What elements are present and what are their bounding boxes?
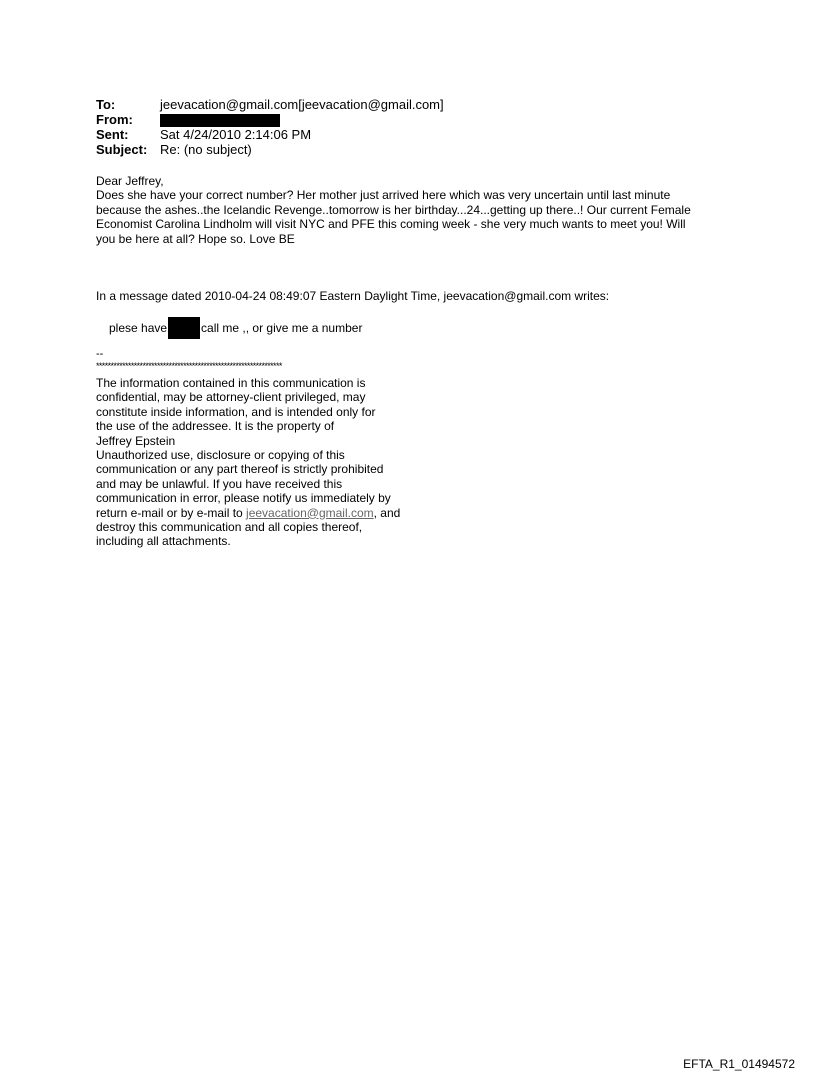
disclaimer-line: destroy this communication and all copies thereof,: [96, 520, 363, 535]
subject-label: Subject:: [96, 142, 148, 157]
body-line: you be here at all? Hope so. Love BE: [96, 231, 295, 246]
signature-dash: --: [96, 348, 104, 360]
name-redaction: [168, 317, 200, 339]
disclaimer-line: communication in error, please notify us immediately by: [96, 491, 391, 506]
from-row: [96, 112, 444, 127]
sent-label: Sent:: [96, 127, 129, 142]
to-label: To:: [96, 97, 116, 112]
disclaimer-line: and may be unlawful. If you have received this: [96, 476, 343, 491]
to-value: jeevacation@gmail.com[jeevacation@gmail.com]: [160, 97, 444, 112]
quoted-message: [109, 318, 362, 338]
email-link[interactable]: jeevacation@gmail.com: [246, 505, 374, 520]
subject-row: [96, 142, 444, 157]
to-row: [96, 97, 444, 112]
body-line: because the ashes..the Icelandic Revenge..tomorrow is her birthday...24...getting up there..! Our current Female: [96, 202, 691, 217]
sent-value: Sat 4/24/2010 2:14:06 PM: [160, 127, 312, 142]
from-redaction: [160, 114, 280, 127]
return-prefix: return e-mail or by e-mail to: [96, 505, 247, 520]
disclaimer: [96, 376, 400, 549]
disclaimer-line: constitute inside information, and is intended only for: [96, 404, 376, 419]
disclaimer-line: the use of the addressee. It is the property of: [96, 419, 335, 434]
signature-separator: ****************************************************************: [96, 361, 282, 371]
body-line: Does she have your correct number? Her mother just arrived here which was very uncertain until last minute: [96, 188, 671, 202]
subject-value: Re: (no subject): [160, 142, 252, 157]
body-line: Economist Carolina Lindholm will visit NYC and PFE this coming week - she very much wants to meet you! Will: [96, 217, 686, 231]
quoted-text-after: call me ,, or give me a number: [201, 321, 363, 335]
from-label: From:: [96, 112, 133, 127]
message-body: [96, 188, 736, 246]
disclaimer-line: Unauthorized use, disclosure or copying of this: [96, 448, 345, 463]
email-header: [96, 97, 444, 157]
disclaimer-line: confidential, may be attorney-client privileged, may: [96, 390, 366, 405]
disclaimer-line: Jeffrey Epstein: [96, 433, 176, 448]
greeting: Dear Jeffrey,: [96, 174, 164, 188]
disclaimer-line: including all attachments.: [96, 534, 231, 549]
quoted-text-before: plese have: [109, 321, 168, 335]
return-suffix: , and: [373, 505, 401, 520]
quote-intro: In a message dated 2010-04-24 08:49:07 Eastern Daylight Time, jeevacation@gmail.com writes:: [96, 289, 610, 303]
disclaimer-line: communication or any part thereof is strictly prohibited: [96, 462, 384, 477]
sent-row: [96, 127, 444, 142]
disclaimer-line: The information contained in this communication is: [96, 376, 366, 390]
disclaimer-return-line: [96, 506, 400, 520]
document-id: EFTA_R1_01494572: [683, 1057, 795, 1071]
